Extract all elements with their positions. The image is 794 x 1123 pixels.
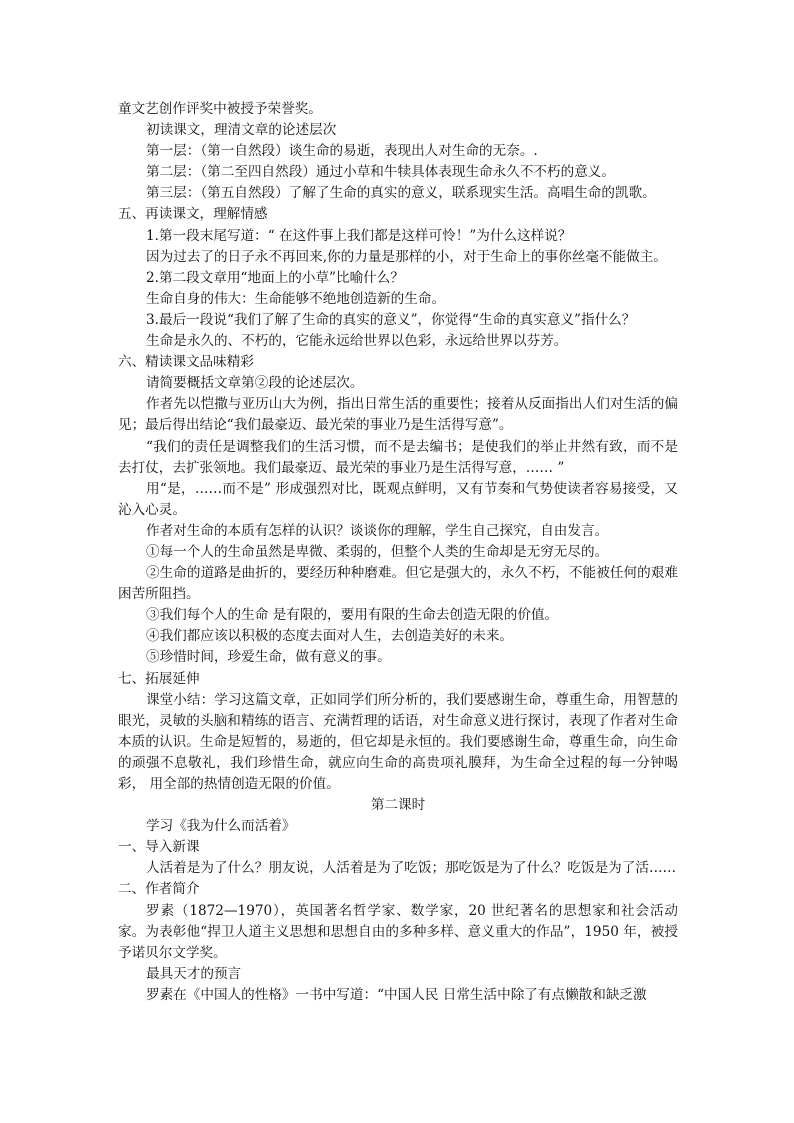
section-heading: 五、再读课文，理解情感	[118, 206, 268, 223]
list-item: ②生命的道路是曲折的，要经历种种磨难。但它是强大的，永久不朽，不能被任何的艰难困苦所阻挡。	[118, 565, 678, 603]
list-item: ①每一个人的生命虽然是卑微、柔弱的，但整个人类的生命却是无穷无尽的。	[146, 543, 609, 560]
answer: 因为过去了的日子永不再回来,你的力量是那样的小，对于生命上的事你丝毫不能做主。	[146, 248, 667, 265]
paragraph: 罗素在《中国人的性格》一书中写道：“中国人民 日常生活中除了有点懒散和缺乏激	[146, 986, 647, 1003]
section-subheading: 初读课文，理清文章的论述层次	[146, 122, 337, 139]
question: 请简要概括文章第②段的论述层次。	[146, 375, 364, 392]
section-heading: 七、拓展延伸	[118, 670, 200, 687]
text-line: 第一层：（第一自然段）谈生命的易逝，表现出人对生命的无奈。.	[146, 143, 538, 160]
section-heading: 六、精读课文品味精彩	[118, 354, 254, 371]
section-heading: 一、导入新课	[118, 839, 200, 856]
quotation: “我们的责任是调整我们的生活习惯，而不是去编书；是使我们的举止井然有致，而不是去打仗，去扩张领地。我们最豪迈、最光荣的事业乃是生活得写意，…… ”	[118, 438, 678, 476]
question: 2.第二段文章用“地面上的小草”比喻什么？	[146, 269, 404, 286]
paragraph: 用“是，……而不是” 形成强烈对比，既观点鲜明，又有节奏和气势使读者容易接受，又沁入心灵。	[118, 480, 678, 518]
document-body	[118, 99, 678, 1006]
section-subheading: 最具天才的预言	[146, 965, 242, 982]
text-line: 第三层：（第五自然段）了解了生命的真实的意义，联系现实生活。高唱生命的凯歌。	[146, 185, 656, 202]
paragraph: 作者先以恺撒与亚历山大为例，指出日常生活的重要性；接着从反面指出人们对生活的偏见；最后得出结论“我们最豪迈、最光荣的事业乃是生活得写意”。	[118, 396, 678, 434]
list-item: ⑤珍惜时间，珍爱生命，做有意义的事。	[146, 649, 391, 666]
section-heading: 二、作者简介	[118, 881, 200, 898]
question: 作者对生命的本质有怎样的认识？谈谈你的理解，学生自己探究，自由发言。	[146, 522, 609, 539]
lesson-title: 第二课时	[370, 797, 426, 814]
text-line: 第二层：（第二至四自然段）通过小草和牛犊具体表现生命永久不不朽的意义。	[146, 164, 615, 181]
question: 3.最后一段说“我们了解了生命的真实的意义”，你觉得“生命的真实意义”指什么？	[146, 311, 636, 328]
list-item: ③我们每个人的生命 是有限的，要用有限的生命去创造无限的价值。	[146, 607, 559, 624]
lesson-subtitle: 学习《我为什么而活着》	[146, 818, 296, 835]
text-line: 童文艺创作评奖中被授予荣誉奖。	[118, 101, 322, 117]
paragraph: 人活着是为了什么？朋友说，人活着是为了吃饭；那吃饭是为了什么？吃饭是为了活……	[146, 860, 677, 877]
answer: 生命自身的伟大：生命能够不绝地创造新的生命。	[146, 290, 446, 307]
summary-paragraph: 课堂小结：学习这篇文章，正如同学们所分析的，我们要感谢生命，尊重生命，用智慧的眼光，灵敏的头脑和精练的语言、充满哲理的话语，对生命意义进行探讨，表现了作者对生命本质的认识。生命是短暂的，易逝的，但它却是永恒的。我们要感谢生命，尊重生命，向生命的顽强不息敬礼，我们珍惜生命，就应向生命的高贵项礼膜拜，为生命全过程的每一分钟喝彩， 用全部的热情创造无限的价值。	[118, 691, 678, 792]
answer: 生命是永久的、不朽的，它能永远给世界以色彩，永远给世界以芬芳。	[146, 333, 568, 350]
list-item: ④我们都应该以积极的态度去面对人生，去创造美好的未来。	[146, 628, 514, 645]
question: 1.第一段末尾写道：“ 在这件事上我们都是这样可怜！”为什么这样说？	[146, 227, 572, 244]
paragraph: 罗素（1872—1970），英国著名哲学家、数学家，20 世纪著名的思想家和社会活动家。为表彰他“捍卫人道主义思想和思想自由的多种多样、意义重大的作品”，1950 年，被授予诺贝尔文学奖。	[118, 902, 678, 961]
